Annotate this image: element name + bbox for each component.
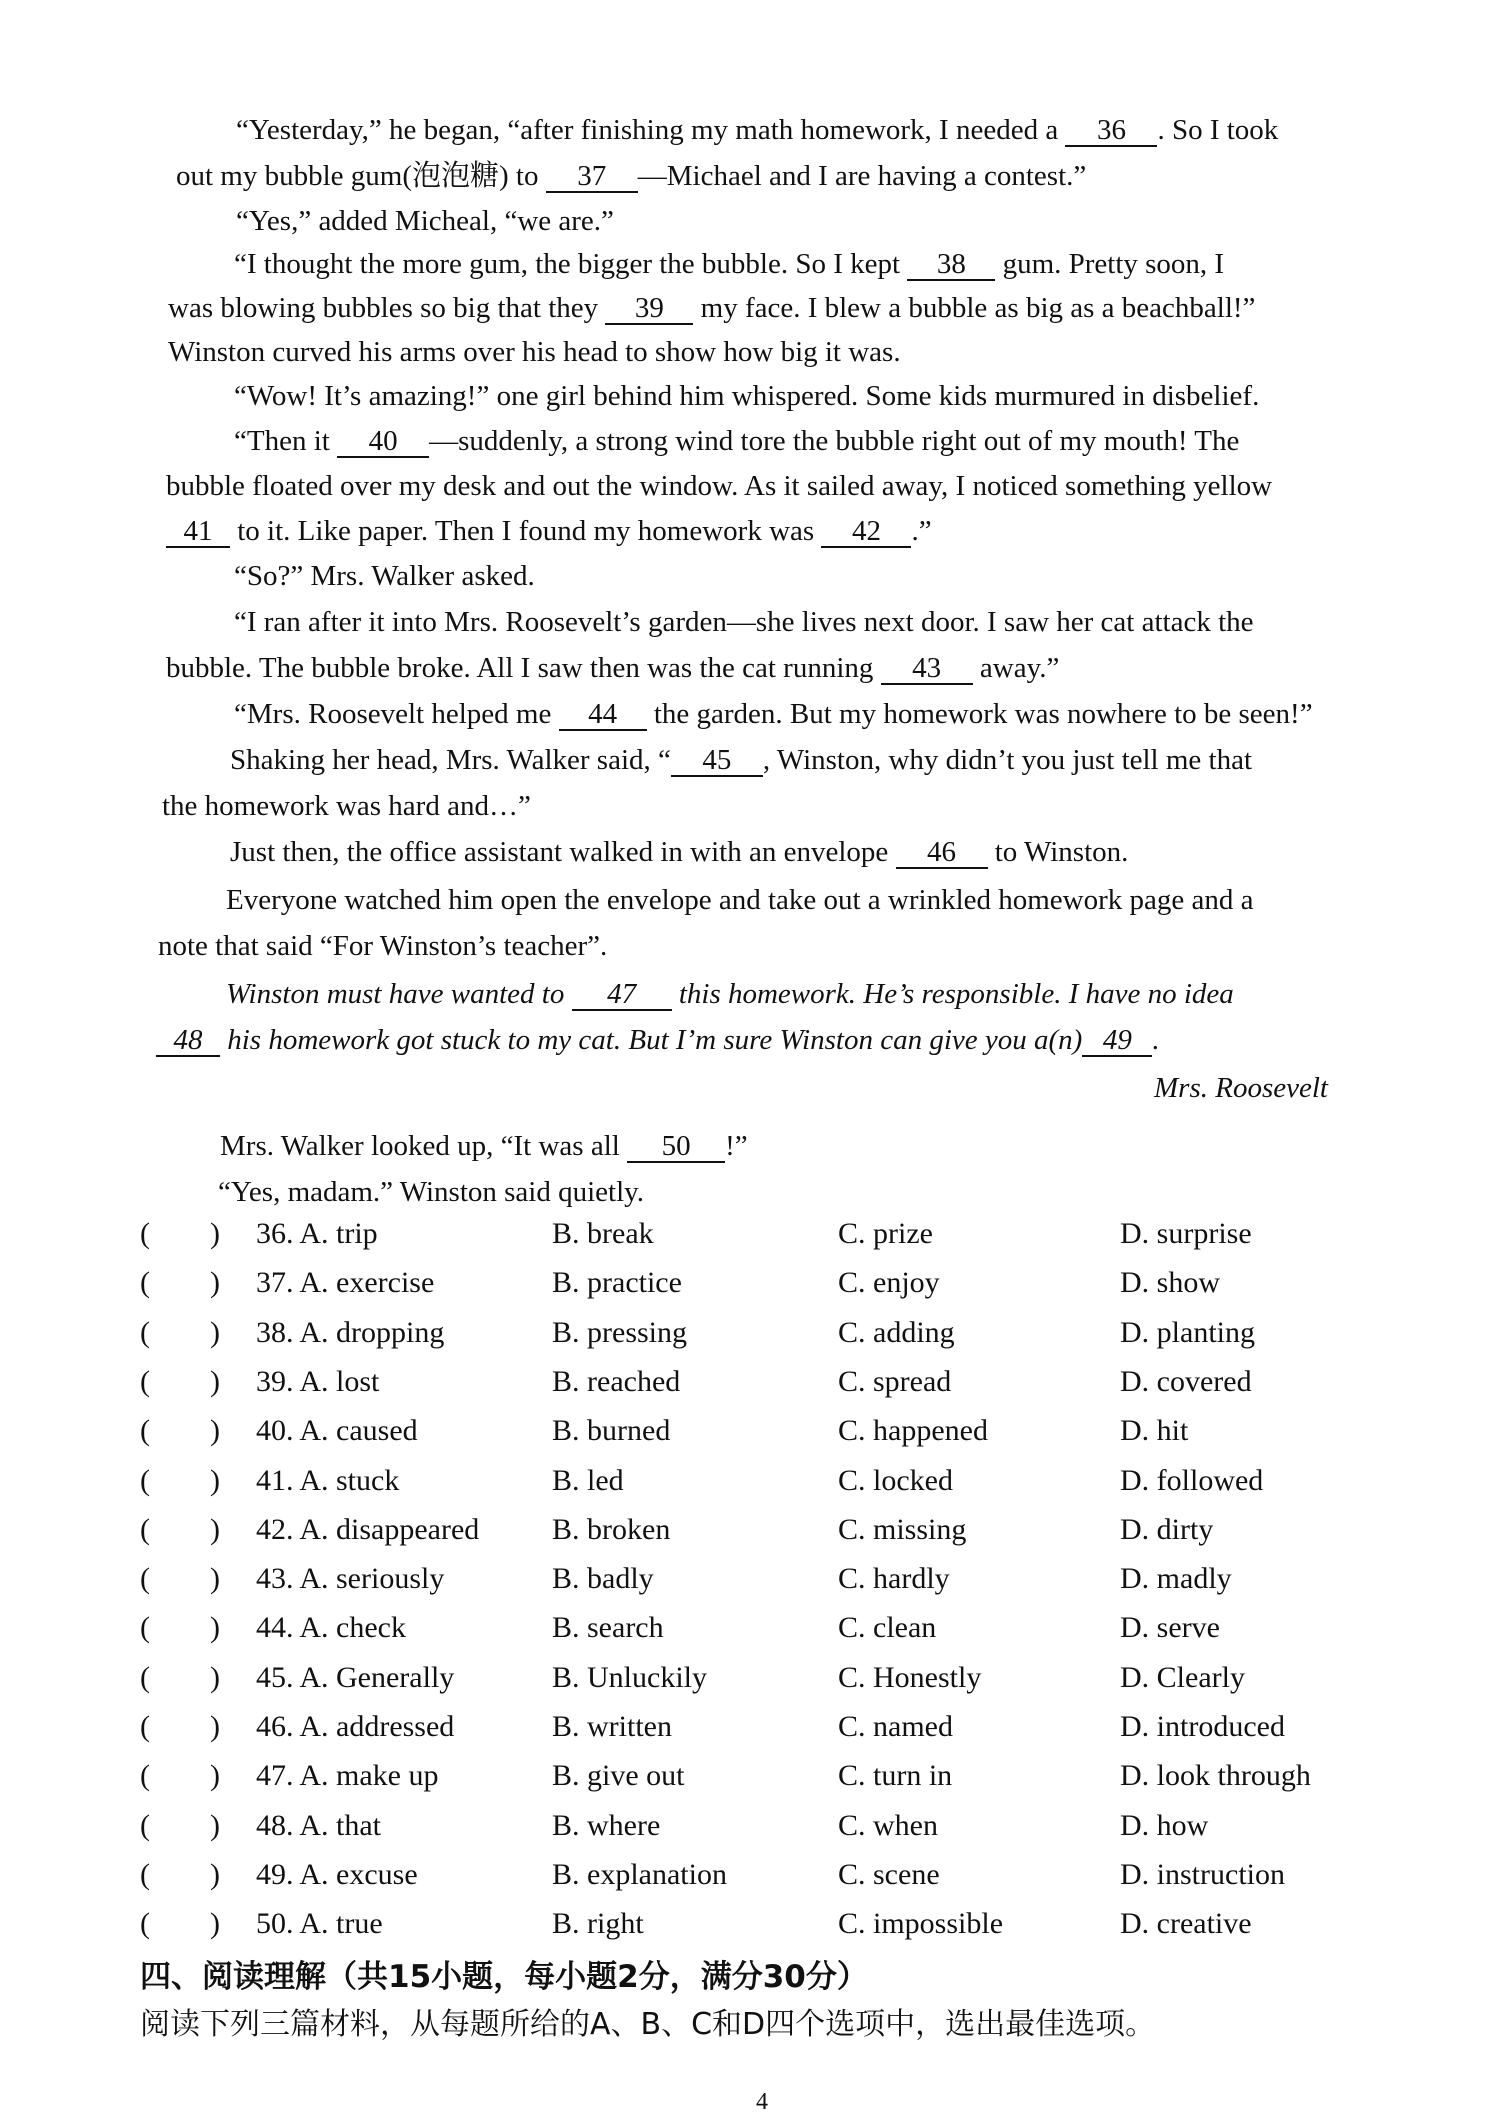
passage-text: my face. I blew a bubble as big as a beachball!”	[700, 292, 1256, 324]
option-d: D. followed	[1120, 1464, 1264, 1497]
passage-line-6: Winston curved his arms over his head to show how big it was.	[168, 336, 901, 368]
note-text: Winston must have wanted to	[226, 978, 565, 1010]
blank-39: 39	[605, 293, 693, 325]
passage-text: Mrs. Walker looked up, “It was all	[220, 1130, 620, 1162]
answer-paren: ( )	[140, 1858, 220, 1891]
passage-text: Just then, the office assistant walked in with an envelope	[230, 836, 889, 868]
passage-line-11: “So?” Mrs. Walker asked.	[234, 560, 535, 592]
option-d: D. show	[1120, 1266, 1221, 1299]
option-d: D. dirty	[1120, 1513, 1214, 1546]
option-a: 41. A. stuck	[256, 1464, 400, 1497]
note-line-1	[226, 974, 1234, 1014]
passage-line-5	[168, 288, 1255, 328]
option-a: 40. A. caused	[256, 1414, 418, 1447]
blank-49: 49	[1082, 1025, 1152, 1057]
option-b: B. pressing	[552, 1316, 687, 1349]
blank-36: 36	[1065, 115, 1157, 147]
blank-47: 47	[572, 979, 672, 1011]
passage-text: —Michael and I are having a contest.”	[637, 160, 1087, 192]
section-instruction: 阅读下列三篇材料，从每题所给的A、B、C和D四个选项中，选出最佳选项。	[140, 2007, 1156, 2042]
option-d: D. surprise	[1120, 1217, 1252, 1250]
answer-paren: ( )	[140, 1611, 220, 1644]
passage-text: “I thought the more gum, the bigger the bubble. So I kept	[234, 248, 901, 280]
option-b: B. where	[552, 1809, 661, 1842]
note-text: his homework got stuck to my cat. But I’m sure Winston can give you a(n)	[227, 1024, 1083, 1056]
blank-44: 44	[559, 699, 647, 731]
option-d: D. planting	[1120, 1316, 1255, 1349]
passage-text: “Yesterday,” he began, “after finishing my math homework, I needed a	[236, 114, 1059, 146]
answer-paren: ( )	[140, 1414, 220, 1447]
answer-paren: ( )	[140, 1464, 220, 1497]
note-line-2	[156, 1020, 1160, 1060]
section-heading: 四、阅读理解（共15小题，每小题2分，满分30分）	[140, 1959, 868, 1995]
option-d: D. hit	[1120, 1414, 1189, 1447]
blank-50: 50	[627, 1131, 725, 1163]
passage-text: .”	[911, 515, 932, 547]
option-d: D. madly	[1120, 1562, 1232, 1595]
passage-line-13	[166, 648, 1059, 688]
note-text: this homework. He’s responsible. I have no idea	[678, 978, 1234, 1010]
option-b: B. search	[552, 1611, 664, 1644]
passage-line-10	[166, 511, 932, 551]
option-c: C. happened	[838, 1414, 988, 1447]
option-c: C. locked	[838, 1464, 953, 1497]
passage-line-12: “I ran after it into Mrs. Roosevelt’s garden—she lives next door. I saw her cat attack the	[234, 606, 1254, 638]
blank-38: 38	[907, 249, 995, 281]
option-a: 39. A. lost	[256, 1365, 380, 1398]
option-a: 44. A. check	[256, 1611, 406, 1644]
passage-text: out my bubble gum(泡泡糖) to	[176, 160, 539, 192]
option-b: B. give out	[552, 1759, 685, 1792]
passage-line-22	[220, 1126, 748, 1166]
option-b: B. practice	[552, 1266, 682, 1299]
passage-line-7: “Wow! It’s amazing!” one girl behind him whispered. Some kids murmured in disbelief.	[234, 380, 1260, 412]
passage-text: to it. Like paper. Then I found my homework was	[237, 515, 815, 547]
option-b: B. written	[552, 1710, 672, 1743]
passage-line-3: “Yes,” added Micheal, “we are.”	[236, 205, 614, 237]
note-signature: Mrs. Roosevelt	[1154, 1072, 1328, 1104]
passage-text: to Winston.	[994, 836, 1129, 868]
answer-paren: ( )	[140, 1513, 220, 1546]
blank-40: 40	[337, 426, 429, 458]
option-a: 37. A. exercise	[256, 1266, 435, 1299]
option-c: C. spread	[838, 1365, 952, 1398]
option-d: D. instruction	[1120, 1858, 1285, 1891]
option-b: B. reached	[552, 1365, 681, 1398]
option-d: D. serve	[1120, 1611, 1220, 1644]
option-a: 42. A. disappeared	[256, 1513, 480, 1546]
option-c: C. named	[838, 1710, 953, 1743]
option-b: B. right	[552, 1907, 644, 1940]
option-b: B. explanation	[552, 1858, 727, 1891]
passage-line-1	[236, 110, 1278, 150]
option-a: 36. A. trip	[256, 1217, 378, 1250]
option-a: 49. A. excuse	[256, 1858, 418, 1891]
blank-43: 43	[881, 653, 973, 685]
passage-text: . So I took	[1157, 114, 1279, 146]
passage-line-15	[230, 740, 1252, 780]
answer-paren: ( )	[140, 1710, 220, 1743]
passage-line-17	[230, 832, 1128, 872]
option-c: C. turn in	[838, 1759, 953, 1792]
blank-48: 48	[156, 1025, 220, 1057]
passage-text: gum. Pretty soon, I	[1002, 248, 1225, 280]
passage-text: !”	[725, 1130, 748, 1162]
option-a: 50. A. true	[256, 1907, 383, 1940]
answer-paren: ( )	[140, 1365, 220, 1398]
passage-line-16: the homework was hard and…”	[162, 790, 531, 822]
blank-42: 42	[821, 516, 911, 548]
passage-text: was blowing bubbles so big that they	[168, 292, 599, 324]
passage-line-18: Everyone watched him open the envelope and take out a wrinkled homework page and a	[226, 884, 1254, 916]
blank-37: 37	[546, 161, 638, 193]
option-b: B. Unluckily	[552, 1661, 707, 1694]
answer-paren: ( )	[140, 1809, 220, 1842]
note-text: .	[1152, 1024, 1160, 1056]
option-a: 43. A. seriously	[256, 1562, 445, 1595]
option-c: C. scene	[838, 1858, 940, 1891]
answer-paren: ( )	[140, 1562, 220, 1595]
option-b: B. burned	[552, 1414, 671, 1447]
option-c: C. clean	[838, 1611, 937, 1644]
blank-41: 41	[166, 516, 230, 548]
option-d: D. Clearly	[1120, 1661, 1245, 1694]
option-b: B. badly	[552, 1562, 654, 1595]
option-c: C. prize	[838, 1217, 933, 1250]
option-a: 38. A. dropping	[256, 1316, 445, 1349]
option-d: D. look through	[1120, 1759, 1311, 1792]
passage-text: Shaking her head, Mrs. Walker said, “	[230, 744, 671, 776]
option-d: D. covered	[1120, 1365, 1252, 1398]
blank-46: 46	[896, 837, 988, 869]
option-d: D. how	[1120, 1809, 1209, 1842]
passage-text: “Mrs. Roosevelt helped me	[234, 698, 552, 730]
answer-paren: ( )	[140, 1316, 220, 1349]
page-number: 4	[756, 2089, 768, 2115]
option-c: C. missing	[838, 1513, 967, 1546]
option-c: C. hardly	[838, 1562, 950, 1595]
option-c: C. adding	[838, 1316, 955, 1349]
passage-text: away.”	[979, 652, 1060, 684]
passage-line-19: note that said “For Winston’s teacher”.	[158, 930, 608, 962]
passage-text: , Winston, why didn’t you just tell me that	[762, 744, 1253, 776]
option-c: C. Honestly	[838, 1661, 982, 1694]
blank-45: 45	[671, 745, 763, 777]
option-b: B. break	[552, 1217, 654, 1250]
option-c: C. enjoy	[838, 1266, 940, 1299]
answer-paren: ( )	[140, 1217, 220, 1250]
passage-line-2	[176, 156, 1086, 196]
passage-line-9: bubble floated over my desk and out the window. As it sailed away, I noticed something yellow	[166, 470, 1273, 502]
answer-paren: ( )	[140, 1266, 220, 1299]
option-a: 45. A. Generally	[256, 1661, 455, 1694]
option-d: D. creative	[1120, 1907, 1252, 1940]
passage-text: —suddenly, a strong wind tore the bubble right out of my mouth! The	[429, 425, 1240, 457]
passage-text: bubble. The bubble broke. All I saw then was the cat running	[166, 652, 874, 684]
answer-paren: ( )	[140, 1661, 220, 1694]
passage-line-4	[234, 244, 1224, 284]
option-a: 46. A. addressed	[256, 1710, 455, 1743]
answer-paren: ( )	[140, 1907, 220, 1940]
option-c: C. when	[838, 1809, 938, 1842]
option-b: B. broken	[552, 1513, 671, 1546]
passage-text: “Then it	[234, 425, 330, 457]
passage-line-8	[234, 421, 1239, 461]
option-d: D. introduced	[1120, 1710, 1285, 1743]
option-a: 48. A. that	[256, 1809, 381, 1842]
passage-text: the garden. But my homework was nowhere to be seen!”	[653, 698, 1313, 730]
passage-line-23: “Yes, madam.” Winston said quietly.	[218, 1176, 645, 1208]
option-b: B. led	[552, 1464, 624, 1497]
passage-line-14	[234, 694, 1313, 734]
option-c: C. impossible	[838, 1907, 1004, 1940]
answer-paren: ( )	[140, 1759, 220, 1792]
option-a: 47. A. make up	[256, 1759, 439, 1792]
